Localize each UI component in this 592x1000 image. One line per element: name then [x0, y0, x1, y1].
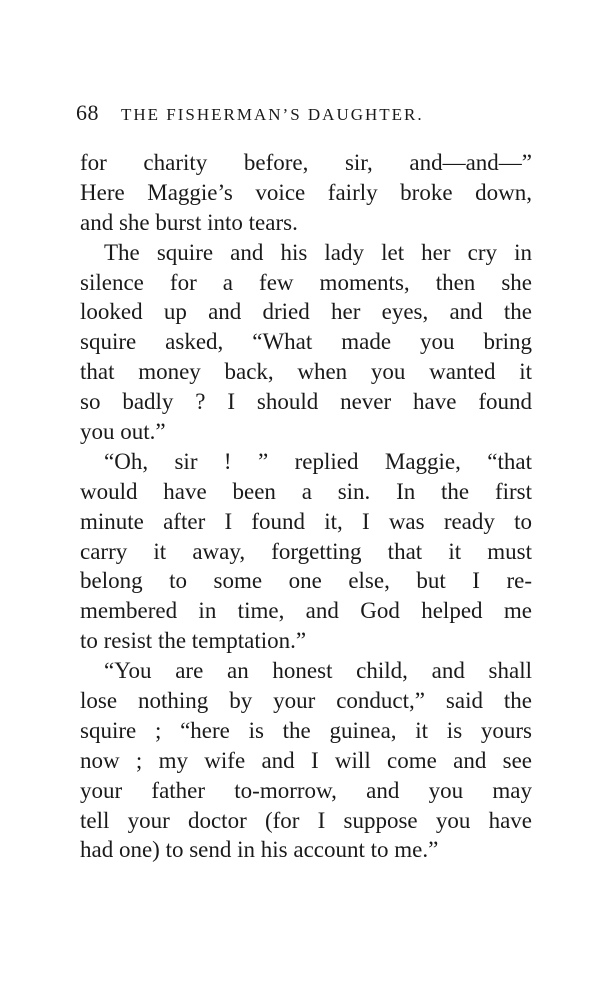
- text-line: had one) to send in his account to me.”: [80, 837, 439, 863]
- text-line: so badly ? I should never have found: [80, 389, 532, 415]
- text-line: belong to some one else, but I re-: [80, 568, 532, 594]
- text-line: lose nothing by your conduct,” said the: [80, 688, 532, 714]
- text-line: silence for a few moments, then she: [80, 269, 532, 295]
- running-header: [76, 100, 536, 130]
- text-line: carry it away, forgetting that it must: [80, 538, 532, 564]
- text-line: now ; my wife and I will come and see: [80, 747, 532, 773]
- text-line: tell your doctor (for I suppose you have: [80, 807, 532, 833]
- text-line: The squire and his lady let her cry in: [104, 239, 532, 265]
- text-line: and she burst into tears.: [80, 209, 298, 235]
- text-line: squire ; “here is the guinea, it is yours: [80, 717, 532, 743]
- page-number: 68: [76, 100, 99, 125]
- text-line: to resist the temptation.”: [80, 628, 307, 654]
- text-line: you out.”: [80, 419, 166, 445]
- text-line: that money back, when you wanted it: [80, 359, 532, 385]
- running-title: THE FISHERMAN’S DAUGHTER.: [121, 105, 424, 124]
- text-line: Here Maggie’s voice fairly broke down,: [80, 179, 532, 205]
- text-line: “You are an honest child, and shall: [104, 658, 532, 684]
- text-line: membered in time, and God helped me: [80, 598, 532, 624]
- text-line: minute after I found it, I was ready to: [80, 508, 532, 534]
- text-line: squire asked, “What made you bring: [80, 329, 532, 355]
- text-line: looked up and dried her eyes, and the: [80, 299, 532, 325]
- text-line: for charity before, sir, and—and—”: [80, 150, 532, 175]
- text-line: your father to-morrow, and you may: [80, 777, 532, 803]
- body-text: [80, 148, 532, 865]
- text-line: “Oh, sir ! ” replied Maggie, “that: [104, 448, 532, 474]
- text-line: would have been a sin. In the first: [80, 478, 532, 504]
